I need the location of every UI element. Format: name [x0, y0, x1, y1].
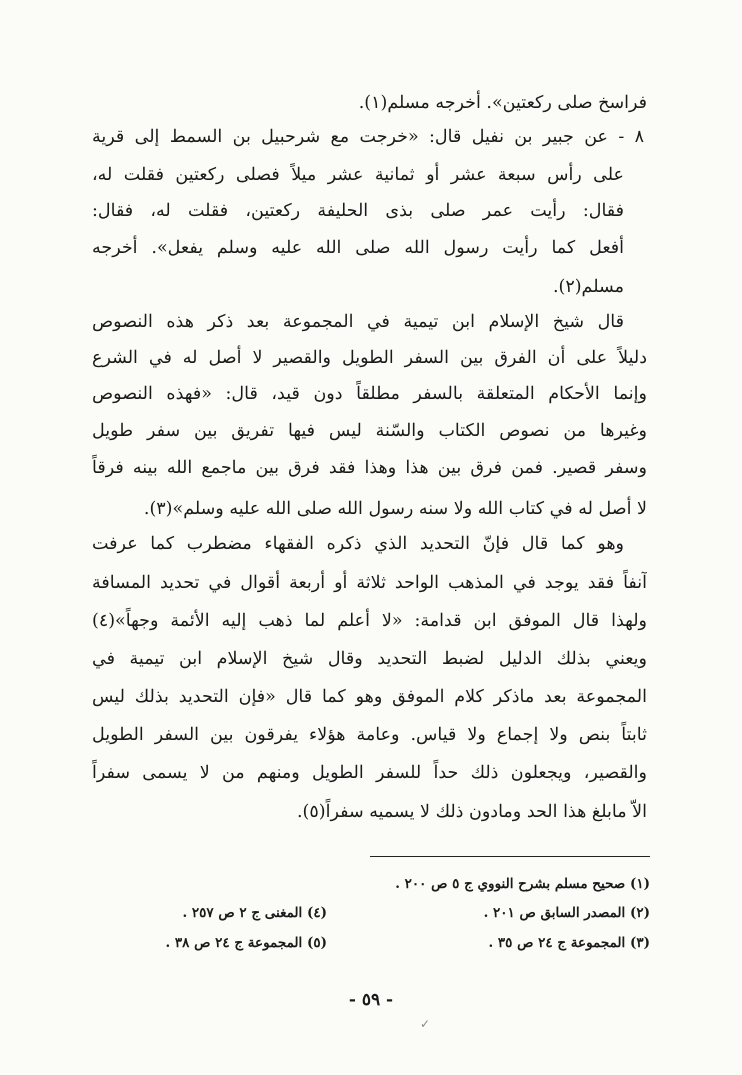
body-line: مسلم(٢).: [552, 277, 624, 297]
body-line: دليلاً على أن الفرق بين السفر الطويل والقصير لا أصل له في الشرع: [92, 348, 647, 368]
body-line: على رأس سبعة عشر أو ثمانية عشر ميلاً فصلى ركعتين فقلت له،: [92, 165, 624, 185]
body-line: المجموعة بعد ماذكر كلام الموفق وهو كما قال «فإن التحديد بذلك ليس: [92, 687, 647, 707]
footnote-1: (١) صحيح مسلم بشرح النووي ج ٥ ص ٢٠٠ .: [395, 876, 650, 892]
body-line: الاّ مابلغ هذا الحد ومادون ذلك لا يسميه سفراً(٥).: [296, 802, 647, 822]
scan-mark-icon: ✓: [420, 1017, 431, 1031]
footnote-2: (٢) المصدر السابق ص ٢٠١ .: [483, 905, 650, 921]
body-line: وسفر قصير. فمن فرق بين هذا وهذا فقد فرق بين ماجمع الله بينه فرقاً: [92, 458, 647, 478]
body-line: لا أصل له في كتاب الله ولا سنه رسول الله صلى الله عليه وسلم»(٣).: [143, 499, 647, 519]
body-line: أفعل كما رأيت رسول الله صلى الله عليه وسلم يفعل». أخرجه: [92, 238, 624, 258]
body-line: فراسخ صلى ركعتين». أخرجه مسلم(١).: [358, 93, 647, 113]
footnote-4: (٤) المغنى ج ٢ ص ٢٥٧ .: [182, 905, 327, 921]
body-line: والقصير، ويجعلون ذلك حداً للسفر الطويل ومنهم من لا يسمى سفراً: [92, 763, 647, 783]
page-number: - ٥٩ -: [348, 990, 394, 1010]
body-line: وإنما الأحكام المتعلقة بالسفر مطلقاً دون قيد، قال: «فهذه النصوص: [92, 384, 647, 404]
footnote-3: (٣) المجموعة ج ٢٤ ص ٣٥ .: [488, 935, 650, 951]
footnote-5: (٥) المجموعة ج ٢٤ ص ٣٨ .: [165, 935, 327, 951]
body-line: آنفاً فقد يوجد في المذهب الواحد ثلاثة أو أربعة أقوال في تحديد المسافة: [92, 573, 647, 593]
body-line: ويعني بذلك الدليل لضبط التحديد وقال شيخ الإسلام ابن تيمية في: [92, 649, 647, 669]
body-line: وغيرها من نصوص الكتاب والسّنة ليس فيها تفريق بين سفر طويل: [92, 421, 647, 441]
body-line: وهو كما قال فإنّ التحديد الذي ذكره الفقهاء مضطرب كما عرفت: [92, 534, 624, 554]
body-line: ولهذا قال الموفق ابن قدامة: «لا أعلم لما ذهب إليه الأئمة وجهاً»(٤): [92, 611, 647, 631]
body-line: ثابتاً بنص ولا إجماع ولا قياس. وعامة هؤلاء يفرقون بين السفر الطويل: [92, 725, 647, 745]
body-line: فقال: رأيت عمر صلى بذى الحليفة ركعتين، فقلت له، فقال:: [92, 201, 624, 221]
body-line: قال شيخ الإسلام ابن تيمية في المجموعة بعد ذكر هذه النصوص: [92, 312, 624, 332]
body-line: ٨ - عن جبير بن نفيل قال: «خرجت مع شرحبيل بن السمط إلى قرية: [92, 127, 644, 147]
footnote-divider: [370, 856, 650, 857]
